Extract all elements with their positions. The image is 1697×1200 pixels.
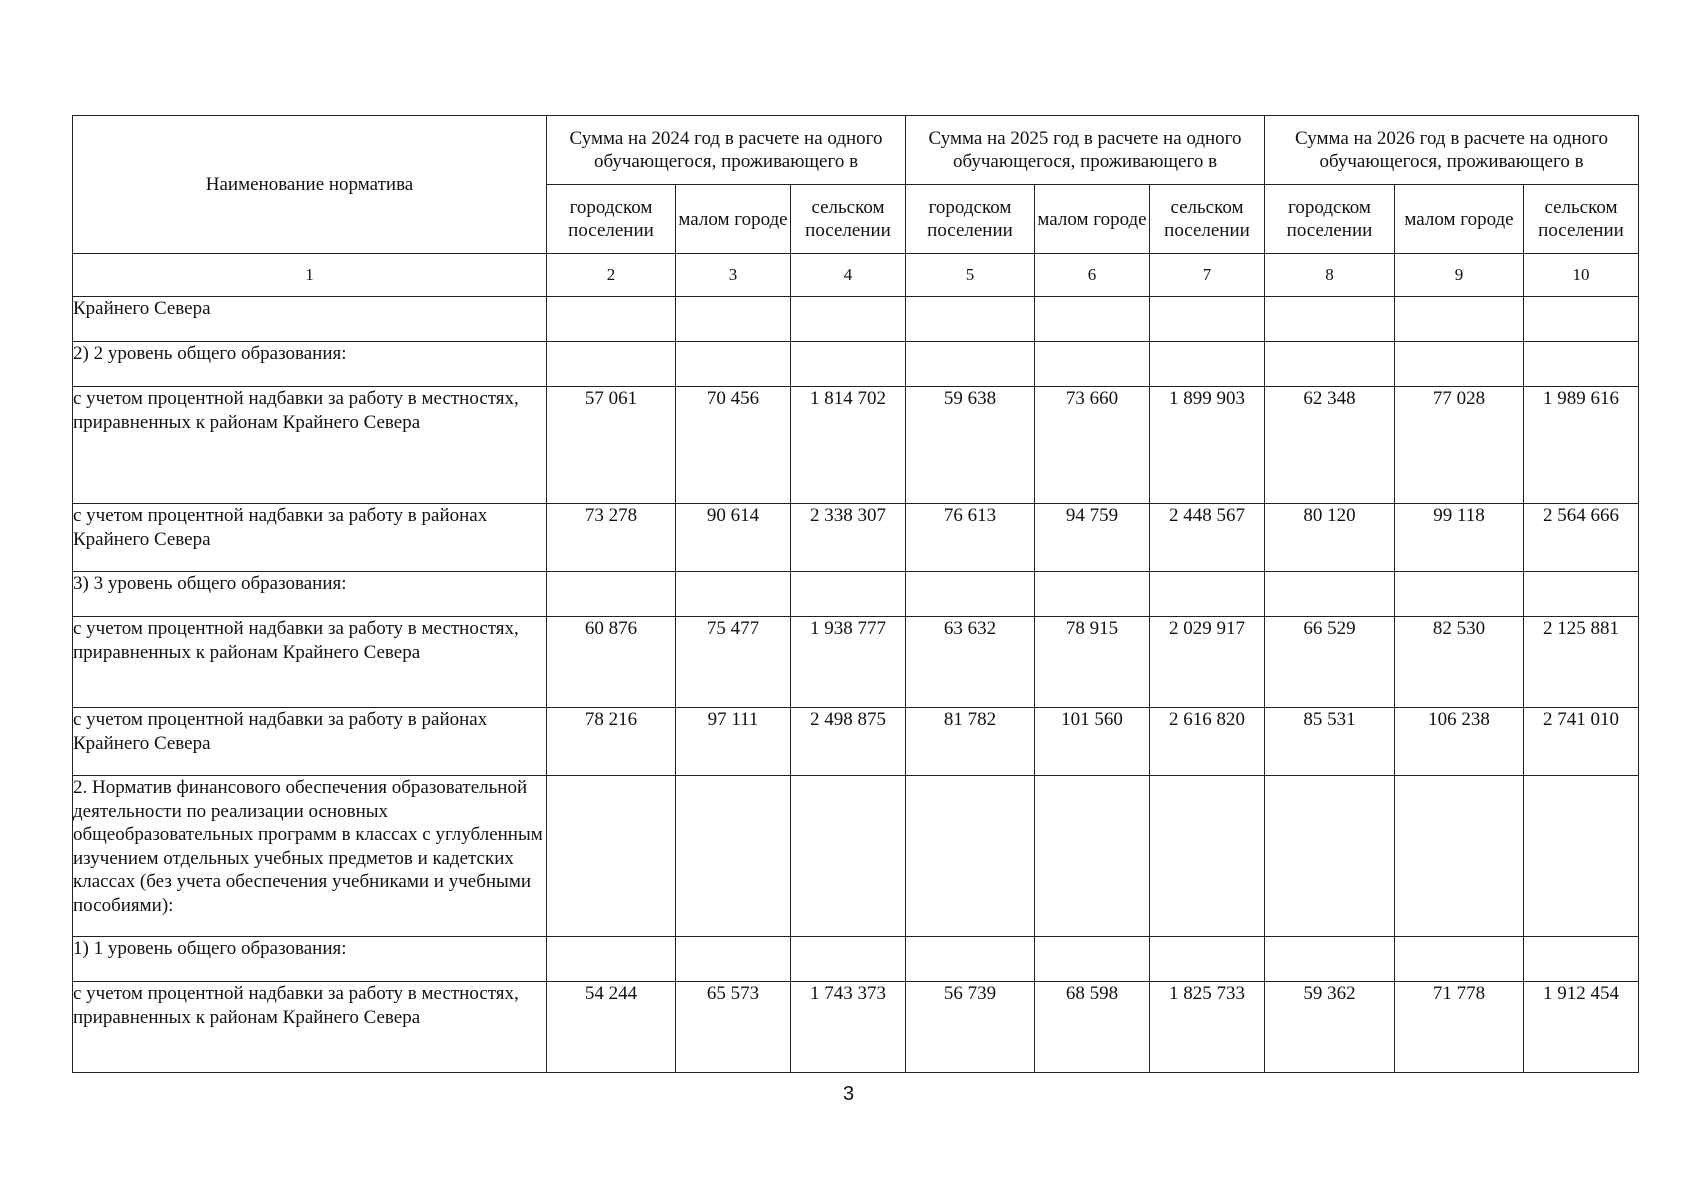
value-cell [1150, 342, 1265, 387]
value-cell [547, 572, 676, 617]
value-cell: 90 614 [676, 504, 791, 572]
value-cell: 65 573 [676, 982, 791, 1073]
row-name-cell: 2. Норматив финансового обеспечения образовательной деятельности по реализации основных общеобразовательных программ в классах с углубленным изучением отдельных учебных предметов и кадетских классах (без учета обеспечения учебниками и учебными пособиями): [73, 776, 547, 937]
value-cell [547, 342, 676, 387]
value-cell: 81 782 [906, 708, 1035, 776]
value-cell: 59 638 [906, 387, 1035, 504]
value-cell [1524, 297, 1639, 342]
subheader-cell: сельском поселении [1150, 185, 1265, 254]
table-row [73, 297, 1639, 342]
value-cell [1035, 572, 1150, 617]
table-row [73, 776, 1639, 937]
table-row [73, 342, 1639, 387]
value-cell [676, 297, 791, 342]
value-cell [1035, 342, 1150, 387]
value-cell: 78 915 [1035, 617, 1150, 708]
value-cell: 73 278 [547, 504, 676, 572]
value-cell: 80 120 [1265, 504, 1395, 572]
value-cell [1524, 572, 1639, 617]
subheader-cell: сельском поселении [1524, 185, 1639, 254]
table-body [73, 297, 1639, 1073]
value-cell [676, 342, 791, 387]
subheader-cell: городском поселении [906, 185, 1035, 254]
row-name-cell: 2) 2 уровень общего образования: [73, 342, 547, 387]
value-cell [1265, 937, 1395, 982]
value-cell: 63 632 [906, 617, 1035, 708]
value-cell: 57 061 [547, 387, 676, 504]
value-cell [1265, 776, 1395, 937]
value-cell [1035, 937, 1150, 982]
value-cell [1524, 342, 1639, 387]
table-row [73, 982, 1639, 1073]
value-cell: 2 616 820 [1150, 708, 1265, 776]
subheader-cell: городском поселении [547, 185, 676, 254]
value-cell [1150, 297, 1265, 342]
value-cell [1265, 342, 1395, 387]
table-row [73, 387, 1639, 504]
column-number: 6 [1035, 254, 1150, 297]
value-cell: 71 778 [1395, 982, 1524, 1073]
header-name-column: Наименование норматива [73, 116, 547, 254]
value-cell: 1 899 903 [1150, 387, 1265, 504]
subheader-cell: малом городе [676, 185, 791, 254]
value-cell: 2 448 567 [1150, 504, 1265, 572]
column-number: 7 [1150, 254, 1265, 297]
table-row [73, 937, 1639, 982]
value-cell: 2 741 010 [1524, 708, 1639, 776]
row-name-cell: с учетом процентной надбавки за работу в местностях, приравненных к районам Крайнего Севера [73, 617, 547, 708]
value-cell: 68 598 [1035, 982, 1150, 1073]
value-cell [906, 297, 1035, 342]
value-cell [1150, 937, 1265, 982]
header-year-2026: Сумма на 2026 год в расчете на одного обучающегося, проживающего в [1265, 116, 1639, 185]
value-cell [791, 342, 906, 387]
value-cell [1035, 297, 1150, 342]
column-number: 3 [676, 254, 791, 297]
value-cell: 70 456 [676, 387, 791, 504]
value-cell [1150, 572, 1265, 617]
normative-table [72, 115, 1639, 1073]
column-number: 8 [1265, 254, 1395, 297]
table-row [73, 708, 1639, 776]
value-cell [1524, 937, 1639, 982]
value-cell: 56 739 [906, 982, 1035, 1073]
value-cell: 101 560 [1035, 708, 1150, 776]
value-cell [1035, 776, 1150, 937]
value-cell: 82 530 [1395, 617, 1524, 708]
value-cell [906, 342, 1035, 387]
table-row [73, 617, 1639, 708]
value-cell: 1 825 733 [1150, 982, 1265, 1073]
row-name-cell: с учетом процентной надбавки за работу в местностях, приравненных к районам Крайнего Севера [73, 387, 547, 504]
value-cell [1150, 776, 1265, 937]
value-cell: 1 814 702 [791, 387, 906, 504]
value-cell: 73 660 [1035, 387, 1150, 504]
value-cell [791, 297, 906, 342]
row-name-cell: 3) 3 уровень общего образования: [73, 572, 547, 617]
value-cell [676, 937, 791, 982]
value-cell: 54 244 [547, 982, 676, 1073]
value-cell [676, 776, 791, 937]
value-cell [906, 572, 1035, 617]
column-number: 4 [791, 254, 906, 297]
value-cell: 77 028 [1395, 387, 1524, 504]
value-cell [547, 937, 676, 982]
value-cell [1524, 776, 1639, 937]
value-cell [676, 572, 791, 617]
value-cell [906, 937, 1035, 982]
value-cell [906, 776, 1035, 937]
value-cell: 66 529 [1265, 617, 1395, 708]
row-name-cell: с учетом процентной надбавки за работу в районах Крайнего Севера [73, 708, 547, 776]
value-cell [1395, 572, 1524, 617]
value-cell: 1 938 777 [791, 617, 906, 708]
value-cell: 1 743 373 [791, 982, 906, 1073]
value-cell [547, 297, 676, 342]
value-cell: 2 564 666 [1524, 504, 1639, 572]
subheader-cell: городском поселении [1265, 185, 1395, 254]
column-number: 1 [73, 254, 547, 297]
row-name-cell: с учетом процентной надбавки за работу в районах Крайнего Севера [73, 504, 547, 572]
value-cell: 85 531 [1265, 708, 1395, 776]
value-cell [791, 937, 906, 982]
column-number: 5 [906, 254, 1035, 297]
row-name-cell: 1) 1 уровень общего образования: [73, 937, 547, 982]
value-cell: 2 125 881 [1524, 617, 1639, 708]
value-cell: 2 338 307 [791, 504, 906, 572]
subheader-cell: сельском поселении [791, 185, 906, 254]
value-cell: 60 876 [547, 617, 676, 708]
value-cell: 99 118 [1395, 504, 1524, 572]
value-cell: 2 498 875 [791, 708, 906, 776]
value-cell: 97 111 [676, 708, 791, 776]
value-cell: 106 238 [1395, 708, 1524, 776]
table-row [73, 504, 1639, 572]
value-cell [1395, 776, 1524, 937]
header-year-2025: Сумма на 2025 год в расчете на одного обучающегося, проживающего в [906, 116, 1265, 185]
table-row [73, 572, 1639, 617]
column-number: 9 [1395, 254, 1524, 297]
value-cell: 2 029 917 [1150, 617, 1265, 708]
row-name-cell: с учетом процентной надбавки за работу в местностях, приравненных к районам Крайнего Севера [73, 982, 547, 1073]
value-cell [1395, 342, 1524, 387]
header-year-2024: Сумма на 2024 год в расчете на одного обучающегося, проживающего в [547, 116, 906, 185]
value-cell [791, 776, 906, 937]
value-cell [547, 776, 676, 937]
value-cell: 62 348 [1265, 387, 1395, 504]
value-cell [1265, 572, 1395, 617]
value-cell: 75 477 [676, 617, 791, 708]
value-cell: 76 613 [906, 504, 1035, 572]
column-number: 2 [547, 254, 676, 297]
value-cell [1395, 297, 1524, 342]
value-cell: 59 362 [1265, 982, 1395, 1073]
column-number: 10 [1524, 254, 1639, 297]
value-cell [1265, 297, 1395, 342]
row-name-cell: Крайнего Севера [73, 297, 547, 342]
subheader-cell: малом городе [1035, 185, 1150, 254]
value-cell [1395, 937, 1524, 982]
subheader-cell: малом городе [1395, 185, 1524, 254]
value-cell: 1 912 454 [1524, 982, 1639, 1073]
value-cell: 94 759 [1035, 504, 1150, 572]
value-cell [791, 572, 906, 617]
page-number: 3 [842, 1083, 855, 1105]
value-cell: 78 216 [547, 708, 676, 776]
value-cell: 1 989 616 [1524, 387, 1639, 504]
